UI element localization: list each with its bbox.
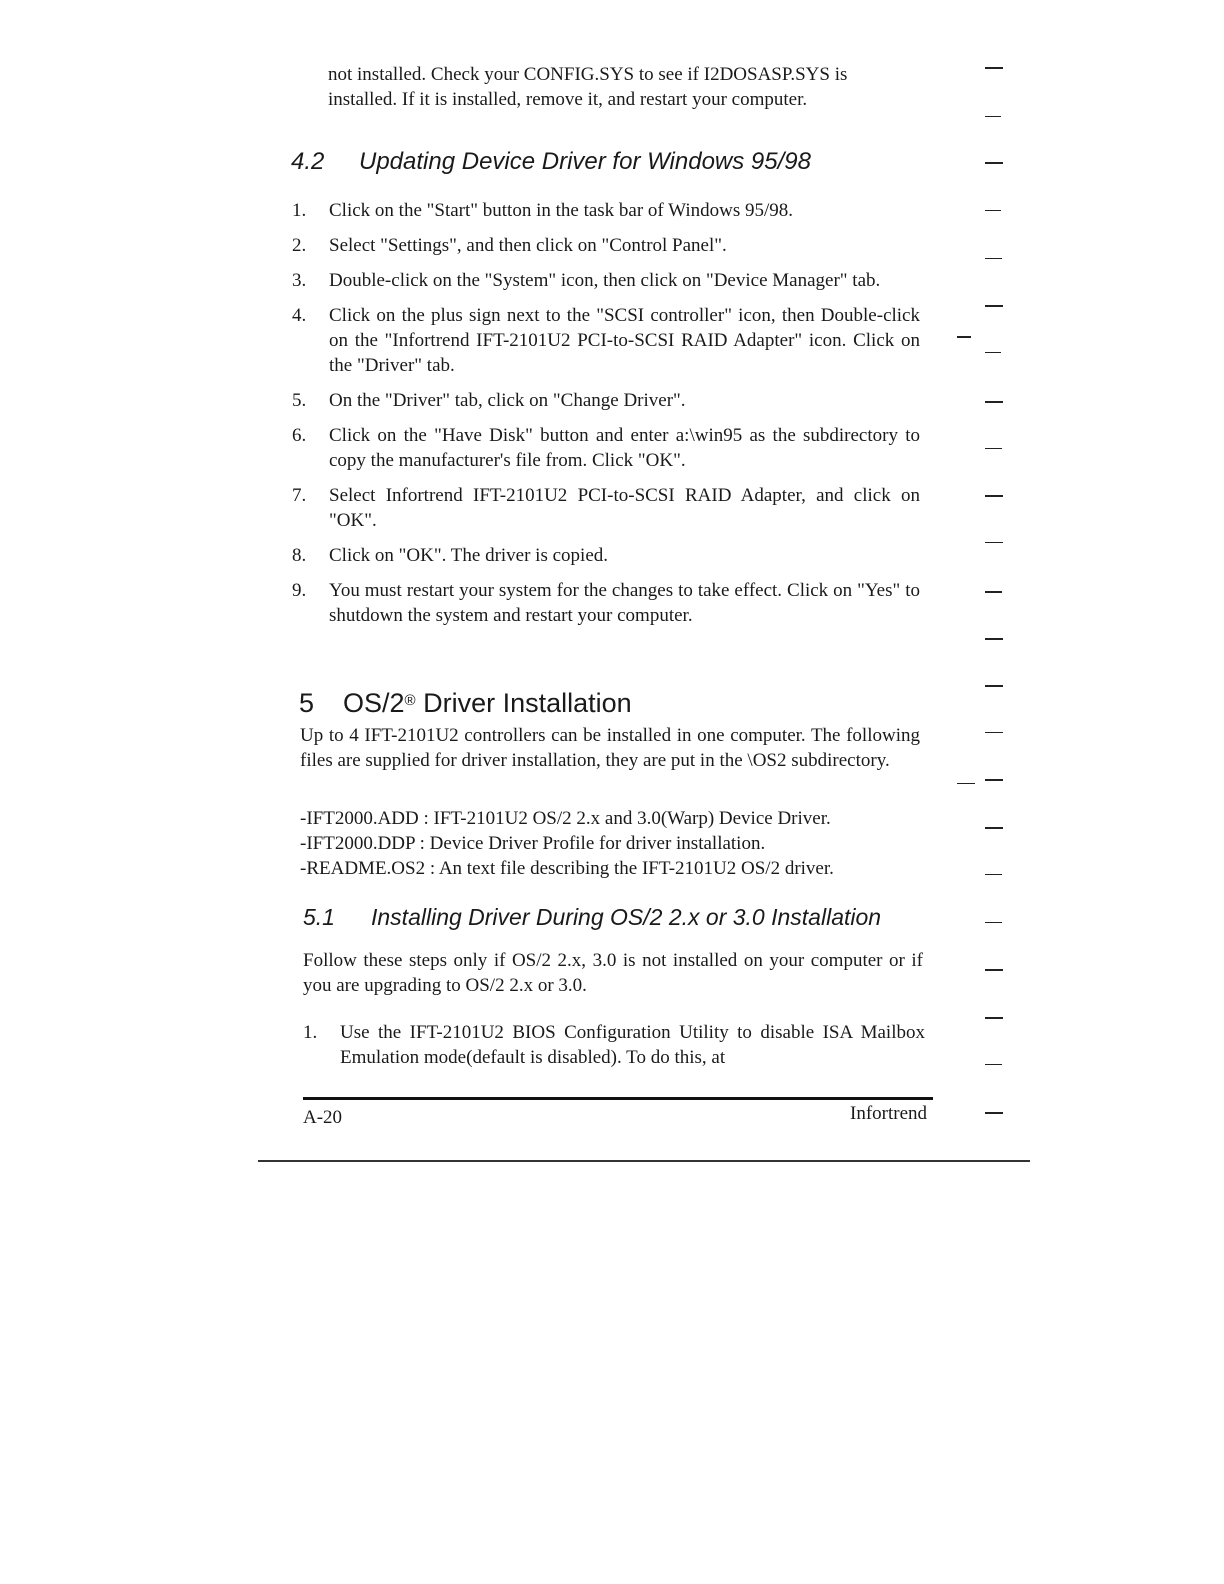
margin-mark bbox=[985, 969, 1003, 971]
list-item-text: Click on the plus sign next to the "SCSI controller" icon, then Double-click on the "Infortrend IFT-2101U2 PCI-to-SCSI RAID Adapter" icon. Click on the "Driver" tab. bbox=[329, 305, 920, 376]
list-item-text: Click on "OK". The driver is copied. bbox=[329, 545, 608, 566]
margin-mark bbox=[985, 874, 1002, 875]
list-item bbox=[292, 268, 920, 293]
list-item bbox=[292, 233, 920, 258]
section-heading-5-1 bbox=[303, 902, 943, 932]
list-item bbox=[303, 1020, 925, 1070]
list-item-number: 6. bbox=[292, 425, 307, 446]
intro-line-1: not installed. Check your CONFIG.SYS to see if I2DOSASP.SYS is bbox=[328, 64, 848, 85]
list-item-number: 5. bbox=[292, 390, 307, 411]
section-heading-4-2 bbox=[291, 147, 931, 177]
list-item-number: 3. bbox=[292, 270, 307, 291]
list-item bbox=[292, 303, 920, 378]
list-item-number: 9. bbox=[292, 580, 307, 601]
margin-mark bbox=[985, 162, 1003, 164]
margin-mark bbox=[985, 495, 1003, 497]
footer-brand: Infortrend bbox=[850, 1103, 928, 1124]
margin-mark bbox=[957, 336, 971, 338]
section-title-part: OS/2 bbox=[343, 688, 405, 718]
list-item-number: 1. bbox=[303, 1022, 318, 1043]
section-number: 5.1 bbox=[303, 904, 335, 930]
list-item-number: 7. bbox=[292, 485, 307, 506]
margin-mark bbox=[985, 922, 1002, 923]
intro-line-2: installed. If it is installed, remove it, and restart your computer. bbox=[328, 89, 808, 110]
margin-mark bbox=[985, 1064, 1002, 1065]
list-item bbox=[292, 198, 920, 223]
margin-mark bbox=[985, 1017, 1003, 1019]
list-item-text: Double-click on the "System" icon, then click on "Device Manager" tab. bbox=[329, 270, 881, 291]
section-heading-5 bbox=[299, 686, 939, 720]
list-item-text: Click on the "Start" button in the task bar of Windows 95/98. bbox=[329, 200, 794, 221]
margin-mark bbox=[985, 779, 1003, 781]
margin-mark bbox=[985, 448, 1002, 449]
list-item bbox=[292, 388, 920, 413]
scan-edge-line bbox=[258, 1160, 1030, 1162]
section-number: 5 bbox=[299, 688, 315, 718]
section-5-paragraph: Up to 4 IFT-2101U2 controllers can be installed in one computer. The following files are supplied for driver installation, they are put in the \OS2 subdirectory. bbox=[300, 725, 920, 771]
list-item bbox=[292, 578, 920, 628]
file-entry: -IFT2000.DDP : Device Driver Profile for driver installation. bbox=[300, 833, 766, 854]
list-item-text: Select Infortrend IFT-2101U2 PCI-to-SCSI RAID Adapter, and click on "OK". bbox=[329, 485, 920, 531]
margin-mark bbox=[985, 352, 1001, 353]
list-item-number: 8. bbox=[292, 545, 307, 566]
file-entry: -IFT2000.ADD : IFT-2101U2 OS/2 2.x and 3.0(Warp) Device Driver. bbox=[300, 808, 831, 829]
section-title: Installing Driver During OS/2 2.x or 3.0 Installation bbox=[371, 904, 882, 930]
registered-mark: ® bbox=[404, 692, 416, 709]
margin-mark bbox=[985, 685, 1003, 687]
list-item-text: You must restart your system for the changes to take effect. Click on "Yes" to shutdown the system and restart your computer. bbox=[329, 580, 920, 626]
section-number: 4.2 bbox=[291, 148, 325, 175]
file-list bbox=[300, 806, 920, 881]
margin-mark bbox=[985, 591, 1002, 593]
list-item bbox=[292, 543, 920, 568]
list-item bbox=[292, 483, 920, 533]
margin-mark bbox=[985, 1112, 1003, 1114]
steps-list-5-1 bbox=[303, 1020, 925, 1070]
steps-list-4-2 bbox=[292, 198, 920, 628]
margin-mark bbox=[985, 542, 1003, 543]
list-item-text: On the "Driver" tab, click on "Change Driver". bbox=[329, 390, 686, 411]
list-item-text: Select "Settings", and then click on "Control Panel". bbox=[329, 235, 727, 256]
page-number: A-20 bbox=[303, 1107, 343, 1128]
section-5-1-paragraph: Follow these steps only if OS/2 2.x, 3.0 is not installed on your computer or if you are upgrading to OS/2 2.x or 3.0. bbox=[303, 950, 923, 996]
margin-mark bbox=[985, 827, 1003, 829]
list-item-number: 4. bbox=[292, 305, 307, 326]
margin-mark bbox=[985, 67, 1003, 69]
margin-mark bbox=[985, 305, 1003, 307]
section-title: Updating Device Driver for Windows 95/98 bbox=[359, 148, 811, 175]
section-title-part: Driver Installation bbox=[415, 688, 632, 718]
list-item-text: Use the IFT-2101U2 BIOS Configuration Utility to disable ISA Mailbox Emulation mode(default is disabled). To do this, at bbox=[340, 1022, 925, 1068]
margin-mark bbox=[957, 783, 975, 784]
list-item-number: 2. bbox=[292, 235, 307, 256]
list-item bbox=[292, 423, 920, 473]
margin-mark bbox=[985, 638, 1003, 640]
margin-mark bbox=[985, 210, 1001, 211]
footer-rule bbox=[303, 1097, 933, 1100]
margin-mark bbox=[985, 116, 1001, 117]
list-item-number: 1. bbox=[292, 200, 307, 221]
margin-mark bbox=[985, 732, 1003, 733]
margin-mark bbox=[985, 401, 1003, 403]
file-entry: -README.OS2 : An text file describing the IFT-2101U2 OS/2 driver. bbox=[300, 858, 834, 879]
intro-paragraph bbox=[328, 62, 918, 112]
margin-mark bbox=[985, 258, 1002, 259]
list-item-text: Click on the "Have Disk" button and enter a:\win95 as the subdirectory to copy the manufacturer's file from. Click "OK". bbox=[329, 425, 920, 471]
